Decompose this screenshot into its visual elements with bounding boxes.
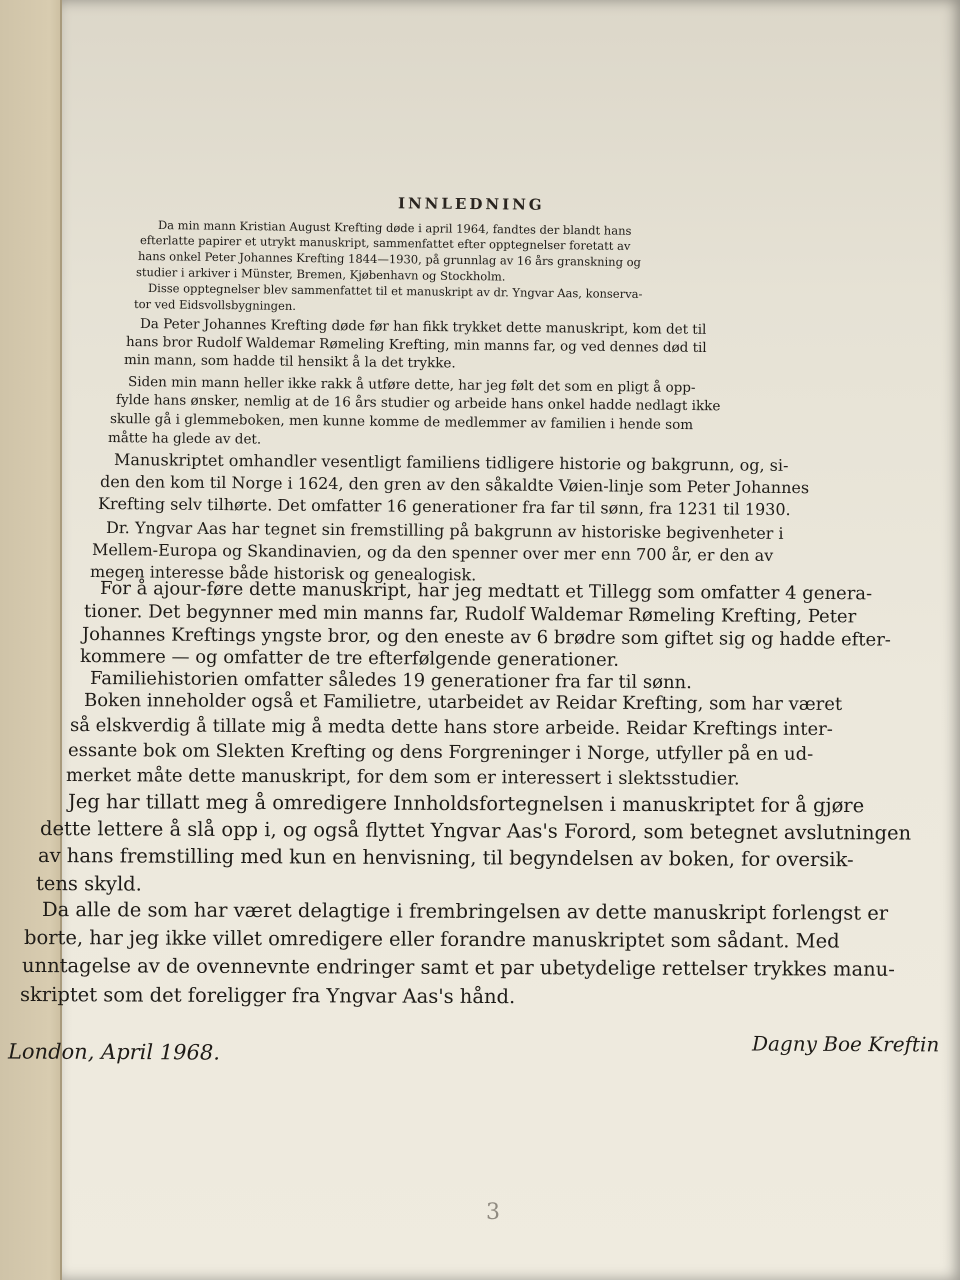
text-line: Da alle de som har været delagtige i frembringelsen av dette manuskript forlengst er [41, 898, 889, 925]
text-line: måtte ha glede av det. [107, 430, 262, 448]
text-line: Dr. Yngvar Aas har tegnet sin fremstilling på bakgrunn av historiske begivenheter i [105, 518, 784, 543]
text-line: tioner. Det begynner med min manns far, Rudolf Waldemar Rømeling Krefting, Peter [83, 601, 857, 628]
text-line: Boken inneholder også et Familietre, utarbeidet av Reidar Krefting, som har været [83, 690, 843, 715]
text-line: megen interesse både historisk og genealogisk. [89, 562, 477, 585]
text-line: efterlatte papirer et utrykt manuskript, sammenfattet efter opptegnelser foretatt av [139, 233, 631, 253]
text-line: Jeg har tillatt meg å omredigere Innholdsfortegnelsen i manuskriptet for å gjøre [67, 790, 865, 818]
text-line: hans onkel Peter Johannes Krefting 1844—1930, på grunnlag av 16 års granskning og [137, 249, 642, 270]
place-and-date: London, April 1968. [7, 1039, 221, 1065]
page-number: 3 [486, 1200, 500, 1225]
text-line: Krefting selv tilhørte. Det omfatter 16 generationer fra far til sønn, fra 1231 til 1930. [97, 494, 791, 520]
text-line: Mellem-Europa og Skandinavien, og da den spenner over mer enn 700 år, er den av [91, 540, 774, 565]
text-line: unntagelse av de ovennevnte endringer samt et par ubetydelige rettelser trykkes manu- [21, 954, 895, 981]
text-line: Johannes Kreftings yngste bror, og den eneste av 6 brødre som giftet sig og hadde efter- [81, 624, 891, 651]
text-line: den den kom til Norge i 1624, den gren av den såkaldte Vøien-linje som Peter Johannes [99, 472, 810, 498]
text-line: merket måte dette manuskript, for dem som er interessert i slektsstudier. [65, 765, 740, 790]
signature-name: Dagny Boe Kreftin [751, 1031, 940, 1057]
text-line: av hans fremstilling med kun en henvisning, til begyndelsen av boken, for oversik- [37, 844, 854, 872]
text-line: Da Peter Johannes Krefting døde før han fikk trykket dette manuskript, kom det til [139, 316, 707, 338]
text-line: For å ajour-føre dette manuskript, har jeg medtatt et Tillegg som omfatter 4 genera- [99, 578, 873, 605]
text-line: hans bror Rudolf Waldemar Rømeling Krefting, min manns far, og ved dennes død til [125, 334, 707, 357]
text-line: Manuskriptet omhandler vesentligt familiens tidligere historie og bakgrunn, og, si- [113, 450, 789, 475]
page-title: INNLEDNING [397, 194, 545, 214]
text-line: så elskverdig å tillate mig å medta dette hans store arbeide. Reidar Kreftings inter- [69, 715, 833, 740]
text-line: Da min mann Kristian August Krefting døde i april 1964, fandtes der blandt hans [157, 218, 632, 238]
text-line: studier i arkiver i Münster, Bremen, Kjøbenhavn og Stockholm. [135, 265, 506, 284]
text-line: borte, har jeg ikke villet omredigere eller forandre manuskriptet som sådant. Med [23, 926, 840, 953]
text-line: dette lettere å slå opp i, og også flyttet Yngvar Aas's Forord, som betegnet avslutningen [39, 817, 912, 845]
text-line: Familiehistorien omfatter således 19 generationer fra far til sønn. [89, 668, 692, 694]
text-line: Siden min mann heller ikke rakk å utføre dette, har jeg følt det som en pligt å opp- [127, 374, 696, 396]
text-line: skulle gå i glemmeboken, men kunne komme de medlemmer av familien i hende som [109, 411, 694, 434]
text-line: essante bok om Slekten Krefting og dens Forgreninger i Norge, utfyller på en ud- [67, 740, 814, 765]
text-line: min mann, som hadde til hensikt å la det trykke. [123, 352, 456, 372]
text-line: Disse opptegnelser blev sammenfattet til et manuskript av dr. Yngvar Aas, konserva- [147, 281, 643, 302]
text-line: tor ved Eidsvollsbygningen. [133, 297, 297, 313]
text-line: tens skyld. [35, 872, 142, 896]
text-line: kommere — og omfatter de tre efterfølgende generationer. [79, 646, 620, 671]
text-line: fylde hans ønsker, nemlig at de 16 års studier og arbeide hans onkel hadde nedlagt ikke [115, 392, 721, 415]
text-line: skriptet som det foreligger fra Yngvar Aas's hånd. [19, 983, 516, 1009]
